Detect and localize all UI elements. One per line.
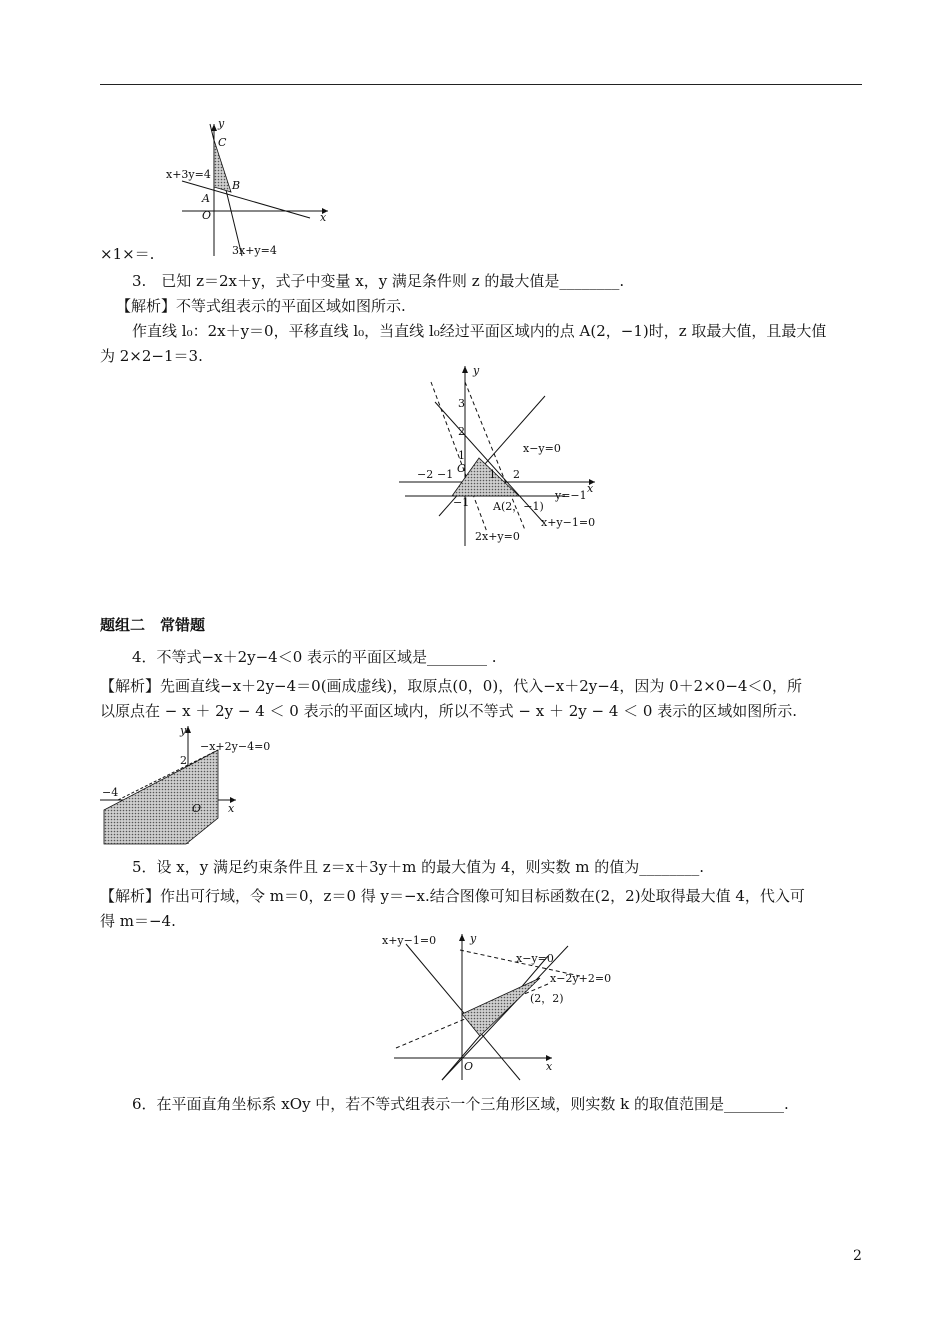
- q3-analysis-1: 【解析】不等式组表示的平面区域如图所示.: [116, 297, 406, 315]
- page-number: 2: [853, 1248, 862, 1264]
- fig2-x-label: x: [587, 482, 594, 495]
- fig2-tick-ym1: −1: [453, 496, 470, 509]
- shaded-region: [104, 750, 218, 844]
- fig2-tick-x2: 2: [513, 468, 520, 481]
- q5-analysis-1: 【解析】作出可行域，令 m＝0，z＝0 得 y＝−x.结合图像可知目标函数在(2，2)处取得最大值 4，代入可: [100, 887, 805, 905]
- q3-analysis-2: 作直线 l₀：2x＋y＝0，平移直线 l₀，当直线 l₀经过平面区域内的点 A(2，−1)时，z 取最大值，且最大值: [132, 322, 827, 340]
- figure-4-graph: [380, 930, 620, 1082]
- fig3-tick-2: 2: [180, 754, 187, 767]
- carry-line: ×1×＝.: [100, 245, 155, 263]
- fig4-line-x2y2-label: x−2y+2=0: [550, 972, 612, 985]
- shaded-region: [462, 978, 540, 1036]
- fig4-line-xy1-label: x+y−1=0: [382, 934, 437, 947]
- fig3-line-label: −x+2y−4=0: [200, 740, 271, 753]
- fig2-o-label: O: [457, 462, 467, 475]
- fig2-tick-1: 1: [458, 449, 465, 462]
- fig3-x-label: x: [228, 802, 235, 815]
- fig4-point-label: (2，2): [530, 992, 564, 1005]
- q6-question: 6．在平面直角坐标系 xOy 中，若不等式组表示一个三角形区域，则实数 k 的取值范围是________.: [132, 1095, 789, 1113]
- q5-question: 5．设 x，y 满足约束条件且 z＝x＋3y＋m 的最大值为 4，则实数 m 的值为________.: [132, 858, 704, 876]
- header-rule: [100, 84, 862, 85]
- q4-analysis-1: 【解析】先画直线−x＋2y−4＝0(画成虚线)，取原点(0，0)，代入−x＋2y−4，因为 0＋2×0−4＜0，所: [100, 677, 802, 695]
- fig3-tick-m4: −4: [102, 786, 119, 799]
- fig4-x-label: x: [546, 1060, 553, 1073]
- fig2-line-2xy-label: 2x+y=0: [475, 530, 520, 543]
- fig1-c-label: C: [218, 136, 227, 149]
- fig4-y-label: y: [470, 932, 477, 945]
- fig3-o-label: O: [192, 802, 202, 815]
- figure-3-graph: [98, 722, 278, 846]
- fig2-y-label: y: [473, 364, 480, 377]
- fig4-o-label: O: [464, 1060, 474, 1073]
- fig2-line-y1-label: y=−1: [555, 489, 587, 502]
- fig1-x-label: x: [320, 211, 327, 224]
- fig1-line2-label: 3x+y=4: [232, 244, 277, 257]
- figure-2-graph: [395, 362, 605, 548]
- q3-question: 3. 已知 z＝2x＋y，式子中变量 x，y 满足条件则 z 的最大值是________.: [132, 272, 625, 290]
- fig1-o-label: O: [202, 209, 212, 222]
- figure-1-graph: [160, 118, 335, 258]
- fig2-point-a-label: A(2，−1): [493, 500, 544, 513]
- fig2-line-xy1-label: x+y−1=0: [541, 516, 596, 529]
- fig1-line1-label: x+3y=4: [166, 168, 211, 181]
- fig2-line-xy-label: x−y=0: [523, 442, 561, 455]
- fig1-a-label: A: [202, 192, 210, 205]
- fig2-tick-2: 2: [458, 425, 465, 438]
- fig1-b-label: B: [232, 179, 241, 192]
- fig4-line-xy-label: x−y=0: [516, 952, 554, 965]
- q3-analysis-3: 为 2×2−1＝3.: [100, 347, 203, 365]
- q4-analysis-2: 以原点在 − x ＋ 2y − 4 ＜ 0 表示的平面区域内，所以不等式 − x ＋ 2y − 4 ＜ 0 表示的区域如图所示.: [100, 702, 797, 720]
- fig1-y-label: y: [218, 118, 225, 130]
- fig2-tick-m2: −2: [417, 468, 434, 481]
- fig3-y-label: y: [180, 724, 187, 737]
- fig2-tick-m1: −1: [437, 468, 454, 481]
- fig2-tick-x1: 1: [489, 468, 496, 481]
- fig2-tick-3: 3: [458, 397, 465, 410]
- q5-analysis-2: 得 m＝−4.: [100, 912, 176, 930]
- q4-question: 4．不等式−x＋2y−4＜0 表示的平面区域是________ .: [132, 648, 497, 666]
- section-title: 题组二 常错题: [100, 616, 206, 634]
